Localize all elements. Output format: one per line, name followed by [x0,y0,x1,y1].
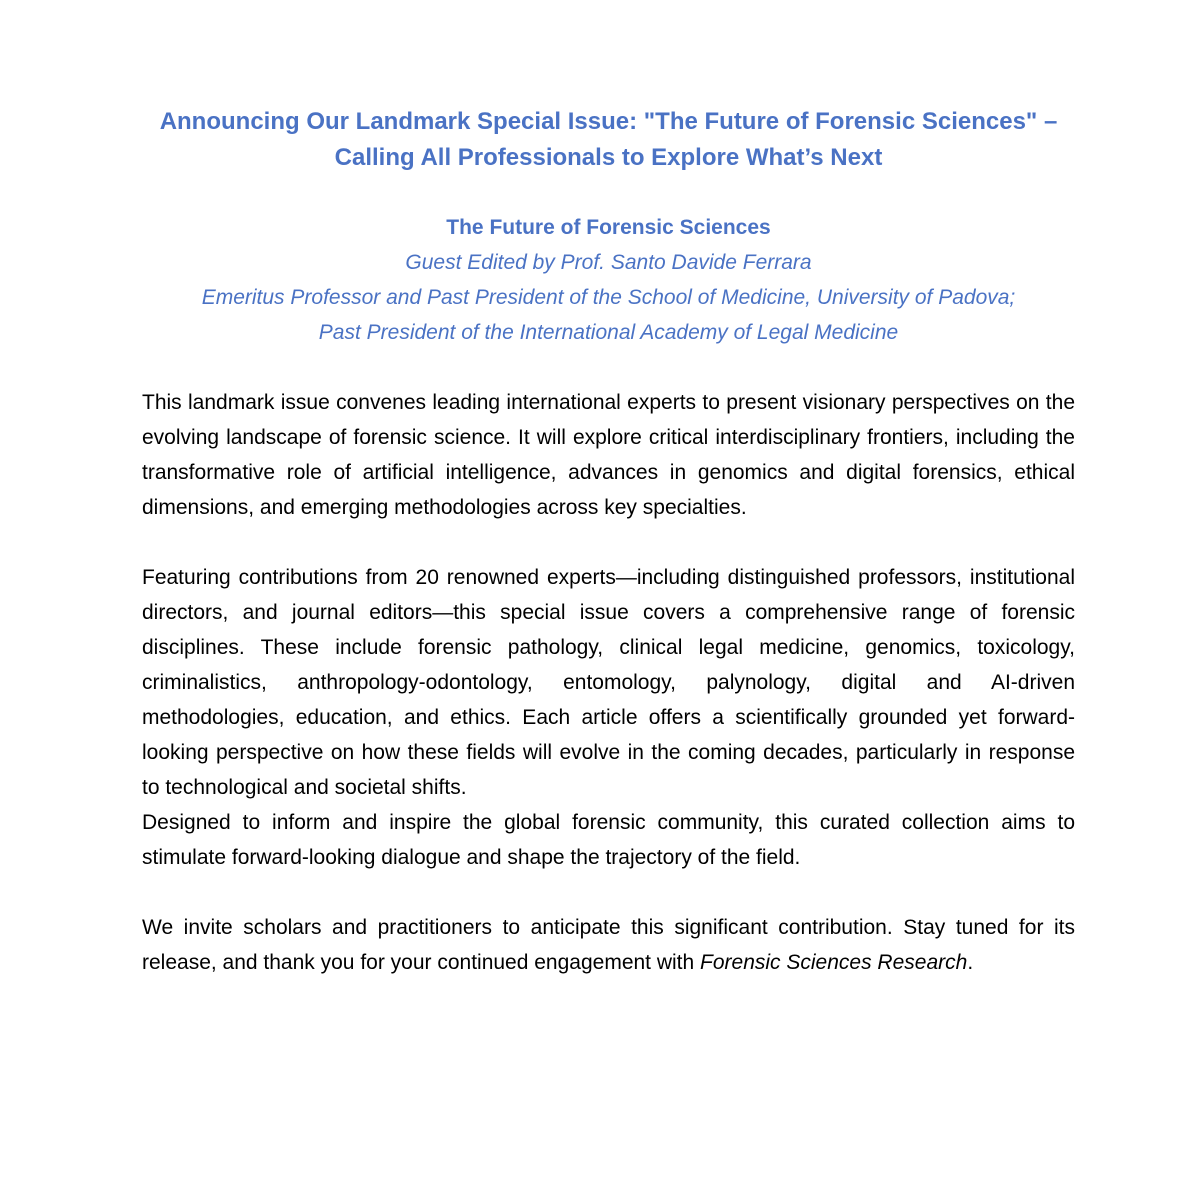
announcement-document [142,104,1075,980]
editor-affiliation-2: Past President of the International Academy of Legal Medicine [318,321,899,344]
invitation-end: . [967,951,974,974]
issue-title: The Future of Forensic Sciences [446,216,771,239]
guest-editor: Guest Edited by Prof. Santo Davide Ferrara [405,251,812,274]
intro-paragraph: This landmark issue convenes leading international experts to present visionary perspectives on the evolving landscape of forensic science. It will explore critical interdisciplinary frontiers, including the transformative role of artificial intelligence, advances in genomics and digital forensics, ethical dimensions, and emerging methodologies across key specialties. [142,391,1075,519]
journal-name: Forensic Sciences Research [700,951,968,974]
editor-affiliation-1: Emeritus Professor and Past President of the School of Medicine, University of Padova; [201,286,1016,309]
announcement-headline: Announcing Our Landmark Special Issue: "The Future of Forensic Sciences" – Calling All Professionals to Explore What’s Next [159,108,1058,171]
announcement-body [142,385,1075,980]
contributions-paragraph: Featuring contributions from 20 renowned experts—including distinguished professors, institutional directors, and journal editors—this special issue covers a comprehensive range of forensic disciplines. These include forensic pathology, clinical legal medicine, genomics, toxicology, criminalistics, anthropology-odontology, entomology, palynology, digital and AI-driven methodologies, education, and ethics. Each article offers a scientifically grounded yet forward-looking perspective on how these fields will evolve in the coming decades, particularly in response to technological and societal shifts. [142,566,1075,799]
purpose-paragraph: Designed to inform and inspire the global forensic community, this curated collection aims to stimulate forward-looking dialogue and shape the trajectory of the field. [142,811,1075,869]
issue-info [142,210,1075,350]
invitation-paragraph [142,910,1075,980]
invitation-text: We invite scholars and practitioners to anticipate this significant contribution. Stay tuned for its release, and thank you for your continued engagement with [142,916,1075,974]
